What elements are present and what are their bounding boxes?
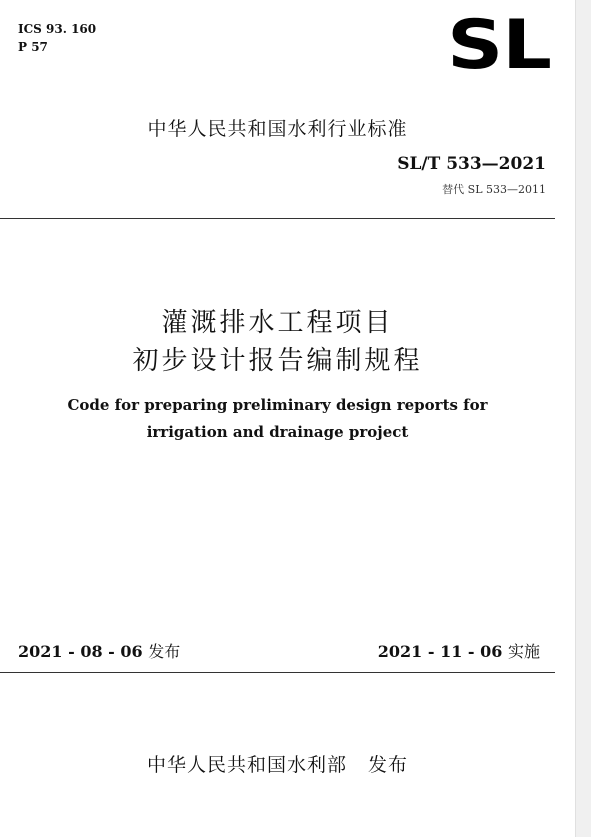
bottom-divider [0, 672, 555, 673]
replaces-note: 替代 SL 533—2011 [442, 183, 546, 196]
vertical-scrollbar[interactable] [575, 0, 591, 837]
implement-date [378, 639, 540, 662]
issue-date [18, 639, 180, 662]
issue-label: 发布 [148, 642, 181, 661]
classification-codes [18, 20, 96, 56]
category-code: P 57 [18, 40, 48, 54]
sl-logo: SL [447, 6, 551, 85]
standard-number: SL/T 533—2021 [397, 154, 546, 174]
issuer: 中华人民共和国水利部 发布 [146, 754, 409, 776]
title-cn-line1: 灌溉排水工程项目 [161, 308, 394, 338]
title-cn-line2: 初步设计报告编制规程 [132, 346, 423, 376]
industry-standard-heading: 中华人民共和国水利行业标准 [147, 118, 408, 140]
ics-code: ICS 93. 160 [18, 22, 97, 36]
issue-date-value: 2021 - 08 - 06 [18, 642, 143, 661]
title-en-line1: Code for preparing preliminary design reports for [67, 396, 488, 414]
implement-label: 实施 [507, 642, 540, 661]
title-en-line2: irrigation and drainage project [146, 423, 409, 441]
top-divider [0, 218, 555, 219]
implement-date-value: 2021 - 11 - 06 [377, 642, 503, 661]
